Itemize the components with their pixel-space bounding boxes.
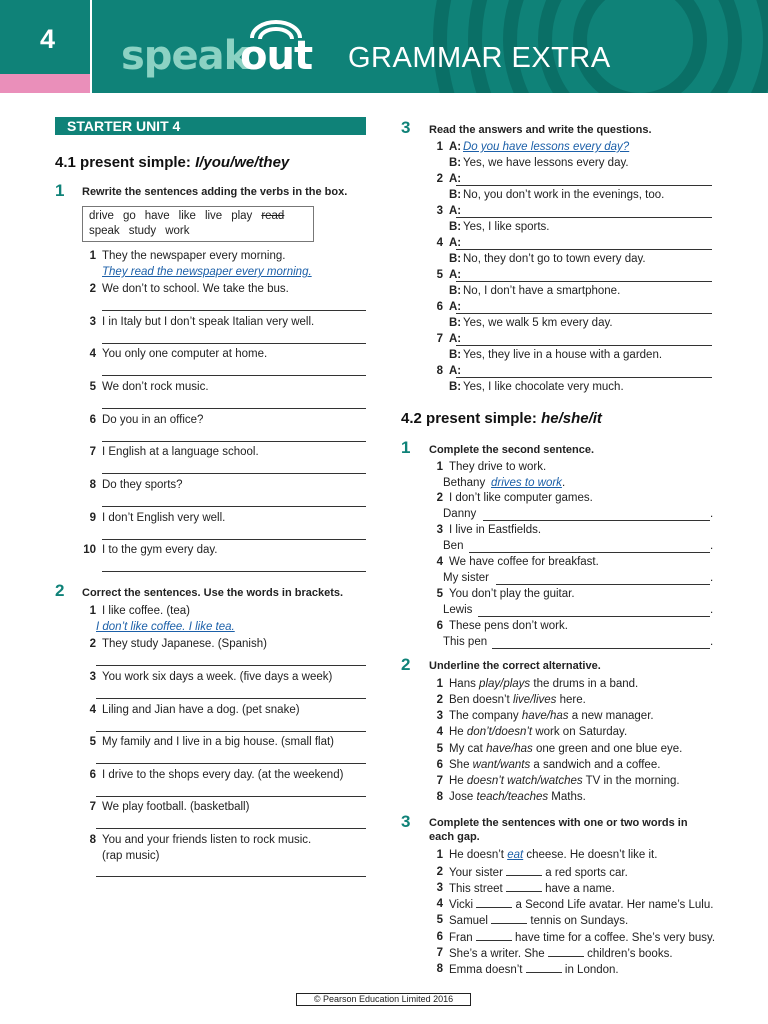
item-text: They drive to work. <box>449 461 547 473</box>
exercise-instruction: Underline the correct alternative. <box>429 660 601 672</box>
example-answer: drives to work <box>491 477 562 489</box>
item-number: 6 <box>436 931 443 943</box>
exercise-item <box>429 758 729 773</box>
item-sentence: She want/wants a sandwich and a coffee. <box>449 759 661 771</box>
exercise-item <box>82 445 367 460</box>
exercise-instruction: Correct the sentences. Use the words in brackets. <box>82 587 344 599</box>
exercise-item <box>82 637 367 652</box>
qa-item-b <box>449 348 719 363</box>
item-number: 7 <box>89 801 96 813</box>
qa-item-b <box>449 188 719 203</box>
sentence-start: Ben <box>443 540 464 552</box>
alternative-choice[interactable]: live/lives <box>512 694 557 706</box>
answer-text: Yes, they live in a house with a garden. <box>463 349 663 361</box>
item-text: I drive to the shops every day. (at the weekend) <box>102 769 344 781</box>
exercise-item <box>82 543 367 558</box>
alternative-choice[interactable]: want/wants <box>472 759 531 771</box>
exercise-item <box>82 315 367 330</box>
sentence-start: This pen <box>443 636 488 648</box>
alternative-choice[interactable]: have/has <box>521 710 569 722</box>
unit-tab-accent <box>0 74 92 93</box>
answer-line[interactable] <box>96 763 366 764</box>
item-text: I don’t like computer games. <box>449 492 593 504</box>
exercise-instruction: Complete the sentences with one or two words in each gap. <box>429 817 688 843</box>
item-text: My family and I live in a big house. (small flat) <box>102 736 335 748</box>
exercise-item <box>429 897 729 912</box>
item-sentence: Fran have time for a coffee. She’s very busy. <box>449 932 716 944</box>
alternative-choice[interactable]: doesn’t watch/watches <box>466 775 583 787</box>
section-title-4-1: 4.1 present simple: I/you/we/they <box>55 154 290 171</box>
example-answer: I don’t like coffee. I like tea. <box>96 621 235 633</box>
item-number: 2 <box>89 638 96 650</box>
logo-out: out <box>240 33 313 79</box>
exercise-item <box>429 523 719 538</box>
a-label: A: <box>449 333 462 345</box>
item-number: 4 <box>436 556 443 568</box>
exercise-number: 1 <box>55 181 65 200</box>
answer-line[interactable] <box>102 408 366 409</box>
exercise-item <box>82 800 367 815</box>
item-number: 7 <box>436 775 443 787</box>
answer-line[interactable] <box>492 648 710 649</box>
exercise-item <box>429 848 729 863</box>
exercise-item <box>429 460 719 475</box>
exercise-item <box>82 282 367 297</box>
exercise-item <box>429 725 729 740</box>
series-title: GRAMMAR EXTRA <box>348 42 611 74</box>
exercise-item <box>429 587 719 602</box>
item-text: We don’t to school. We take the bus. <box>102 283 289 295</box>
item-sentence: Vicki a Second Life avatar. Her name’s Lulu. <box>449 899 714 911</box>
exercise-item <box>82 413 367 428</box>
gap-line[interactable] <box>506 881 542 892</box>
answer-line[interactable] <box>456 249 712 250</box>
exercise-number: 3 <box>401 118 411 137</box>
exercise-item <box>82 703 367 718</box>
exercise-number: 2 <box>55 581 65 600</box>
b-label: B: <box>449 189 462 201</box>
item-sentence: Emma doesn’t in London. <box>449 964 619 976</box>
answer-text: Yes, I like chocolate very much. <box>463 381 624 393</box>
answer-text: Yes, we have lessons every day. <box>463 157 629 169</box>
item-sentence: Samuel tennis on Sundays. <box>449 915 629 927</box>
answer-line[interactable] <box>483 520 710 521</box>
exercise-item <box>429 693 729 708</box>
a-label: A: <box>449 173 462 185</box>
item-number: 2 <box>436 694 443 706</box>
item-text: We have coffee for breakfast. <box>449 556 599 568</box>
item-number: 1 <box>89 250 96 262</box>
exercise-item <box>429 913 729 928</box>
answer-line[interactable] <box>456 313 712 314</box>
exercise-item <box>82 735 367 750</box>
exercise-item <box>429 709 729 724</box>
item-number: 6 <box>436 620 443 632</box>
item-number: 1 <box>436 141 443 153</box>
item-number: 3 <box>436 882 443 894</box>
item-text-continued: (rap music) <box>102 850 160 862</box>
item-text: They the newspaper every morning. <box>102 250 286 262</box>
a-label: A: <box>449 365 462 377</box>
answer-line[interactable] <box>96 698 366 699</box>
speakout-logo <box>121 28 336 80</box>
exercise-item <box>429 677 729 692</box>
sentence-end: . <box>710 604 714 616</box>
item-text: I to the gym every day. <box>102 544 218 556</box>
answer-line[interactable] <box>102 539 366 540</box>
item-number: 4 <box>436 726 443 738</box>
b-label: B: <box>449 381 462 393</box>
exercise-instruction: Complete the second sentence. <box>429 444 595 456</box>
answer-text: No, I don’t have a smartphone. <box>463 285 621 297</box>
example-answer: Do you have lessons every day? <box>463 141 630 153</box>
item-number: 3 <box>436 524 443 536</box>
answer-line[interactable] <box>96 731 366 732</box>
b-label: B: <box>449 285 462 297</box>
exercise-instruction: Rewrite the sentences adding the verbs in the box. <box>82 186 348 198</box>
exercise-item <box>82 511 367 526</box>
gap-line[interactable] <box>526 962 562 973</box>
example-answer: eat <box>507 849 524 861</box>
item-number: 8 <box>436 365 443 377</box>
a-label: A: <box>449 141 462 153</box>
exercise-item <box>82 249 367 264</box>
exercise-item <box>429 742 729 757</box>
item-number: 7 <box>436 333 443 345</box>
gap-line[interactable] <box>476 930 512 941</box>
unit-tab <box>0 0 92 93</box>
item-number: 8 <box>436 791 443 803</box>
answer-line[interactable] <box>456 185 712 186</box>
item-text: Do they sports? <box>102 479 183 491</box>
item-number: 6 <box>89 769 96 781</box>
unit-bar: STARTER UNIT 4 <box>55 117 366 135</box>
item-number: 6 <box>89 414 96 426</box>
answer-line[interactable] <box>102 441 366 442</box>
item-number: 3 <box>89 316 96 328</box>
exercise-item <box>429 555 719 570</box>
item-sentence: My cat have/has one green and one blue eye. <box>449 743 683 755</box>
item-number: 9 <box>89 512 96 524</box>
a-label: A: <box>449 269 462 281</box>
item-text: I live in Eastfields. <box>449 524 542 536</box>
item-number: 1 <box>89 605 96 617</box>
question-line <box>449 140 719 155</box>
exercise-number: 3 <box>401 812 411 831</box>
a-label: A: <box>449 205 462 217</box>
gap-line[interactable] <box>476 897 512 908</box>
item-text: These pens don’t work. <box>449 620 568 632</box>
item-sentence: He don’t/doesn’t work on Saturday. <box>449 726 628 738</box>
exercise-item <box>429 619 719 634</box>
item-number: 5 <box>89 736 96 748</box>
exercise-item <box>82 380 367 395</box>
item-text: I in Italy but I don’t speak Italian very well. <box>102 316 315 328</box>
answer-text: No, you don’t work in the evenings, too. <box>463 189 665 201</box>
item-number: 6 <box>436 301 443 313</box>
b-label: B: <box>449 317 462 329</box>
sentence-end: . <box>562 477 566 489</box>
item-number: 3 <box>436 205 443 217</box>
answer-line[interactable] <box>469 552 710 553</box>
item-number: 3 <box>89 671 96 683</box>
answer-line[interactable] <box>96 828 366 829</box>
item-sentence: She’s a writer. She children’s books. <box>449 948 673 960</box>
item-number: 1 <box>436 461 443 473</box>
item-text: I like coffee. (tea) <box>102 605 190 617</box>
answer-line[interactable] <box>102 375 366 376</box>
item-number: 2 <box>436 173 443 185</box>
answer-line[interactable] <box>456 345 712 346</box>
sentence-start: Bethany <box>443 477 486 489</box>
item-text: Liling and Jian have a dog. (pet snake) <box>102 704 300 716</box>
exercise-item <box>82 347 367 362</box>
alternative-choice[interactable]: play/plays <box>479 678 531 690</box>
alternative-choice[interactable]: teach/teaches <box>476 791 549 803</box>
item-sentence: Hans play/plays the drums in a band. <box>449 678 639 690</box>
answer-line[interactable] <box>96 665 366 666</box>
copyright-footer: © Pearson Education Limited 2016 <box>296 993 471 1006</box>
exercise-number: 1 <box>401 438 411 457</box>
page-header <box>0 0 768 93</box>
item-number: 5 <box>436 588 443 600</box>
exercise-item <box>82 833 367 848</box>
answer-line[interactable] <box>456 281 712 282</box>
item-number: 2 <box>436 492 443 504</box>
item-number: 5 <box>436 914 443 926</box>
sentence-end: . <box>710 636 714 648</box>
exercise-item <box>429 962 729 977</box>
sentence-start: My sister <box>443 572 489 584</box>
exercise-item <box>429 774 729 789</box>
qa-item-b <box>449 380 719 395</box>
exercise-item <box>82 604 367 619</box>
qa-item-a <box>429 140 719 155</box>
item-text: Do you in an office? <box>102 414 204 426</box>
item-text: You work six days a week. (five days a week) <box>102 671 333 683</box>
exercise-instruction: Read the answers and write the questions. <box>429 124 652 136</box>
gap-line[interactable] <box>491 913 527 924</box>
item-number: 2 <box>89 283 96 295</box>
struck-word: read <box>261 210 285 222</box>
exercise-item <box>82 670 367 685</box>
item-number: 5 <box>436 743 443 755</box>
answer-text: Yes, we walk 5 km every day. <box>463 317 613 329</box>
answer-line[interactable] <box>96 796 366 797</box>
alternative-choice[interactable]: have/has <box>486 743 533 755</box>
exercise-item <box>82 478 367 493</box>
item-text: I English at a language school. <box>102 446 259 458</box>
item-sentence: Your sister a red sports car. <box>449 867 628 879</box>
answer-text: No, they don’t go to town every day. <box>463 253 646 265</box>
sentence-end: . <box>710 572 714 584</box>
sentence-start: Danny <box>443 508 477 520</box>
item-number: 5 <box>89 381 96 393</box>
qa-item-b <box>449 220 719 235</box>
exercise-number: 2 <box>401 655 411 674</box>
qa-item-b <box>449 252 719 267</box>
answer-line[interactable] <box>496 584 710 585</box>
item-text: You and your friends listen to rock music. <box>102 834 312 846</box>
a-label: A: <box>449 237 462 249</box>
answer-line[interactable] <box>96 876 366 877</box>
item-number: 1 <box>436 678 443 690</box>
item-number: 4 <box>89 704 96 716</box>
section-title-4-2: 4.2 present simple: he/she/it <box>401 410 602 427</box>
exercise-item <box>429 881 729 896</box>
answer-line[interactable] <box>102 310 366 311</box>
item-number: 7 <box>89 446 96 458</box>
item-number: 8 <box>436 963 443 975</box>
item-text: You only one computer at home. <box>102 348 268 360</box>
item-number: 8 <box>89 479 96 491</box>
exercise-item <box>429 790 729 805</box>
exercise-item <box>429 865 729 880</box>
answer-line[interactable] <box>102 343 366 344</box>
answer-line[interactable] <box>102 506 366 507</box>
answer-line[interactable] <box>478 616 710 617</box>
item-number: 7 <box>436 947 443 959</box>
exercise-item <box>429 491 719 506</box>
b-label: B: <box>449 157 462 169</box>
b-label: B: <box>449 349 462 361</box>
sentence-end: . <box>710 508 714 520</box>
item-number: 6 <box>436 759 443 771</box>
item-number: 10 <box>83 544 96 556</box>
item-sentence: He doesn’t watch/watches TV in the morning. <box>449 775 680 787</box>
gap-line[interactable] <box>506 865 542 876</box>
exercise-item <box>82 768 367 783</box>
item-number: 2 <box>436 866 443 878</box>
gap-line[interactable] <box>548 946 584 957</box>
qa-item-b <box>449 284 719 299</box>
exercise-item <box>429 930 729 945</box>
item-text: We play football. (basketball) <box>102 801 250 813</box>
item-text: You don’t play the guitar. <box>449 588 575 600</box>
item-sentence: Jose teach/teaches Maths. <box>449 791 586 803</box>
answer-line[interactable] <box>102 473 366 474</box>
exercise-item <box>429 946 729 961</box>
item-number: 3 <box>436 710 443 722</box>
unit-number: 4 <box>0 0 92 74</box>
sentence-start: Lewis <box>443 604 473 616</box>
b-label: B: <box>449 221 462 233</box>
alternative-choice[interactable]: don’t/doesn’t <box>466 726 533 738</box>
item-sentence: This street have a name. <box>449 883 615 895</box>
item-number: 4 <box>436 898 443 910</box>
answer-line[interactable] <box>456 377 712 378</box>
item-sentence: He doesn’t eat cheese. He doesn’t like it. <box>449 849 658 861</box>
a-label: A: <box>449 301 462 313</box>
sentence-end: . <box>710 540 714 552</box>
b-label: B: <box>449 253 462 265</box>
item-sentence: The company have/has a new manager. <box>449 710 654 722</box>
item-number: 4 <box>436 237 443 249</box>
answer-line[interactable] <box>456 217 712 218</box>
answer-line[interactable] <box>102 571 366 572</box>
logo-speak: speak <box>121 33 250 79</box>
example-answer: They read the newspaper every morning. <box>102 266 312 278</box>
answer-text: Yes, I like sports. <box>463 221 550 233</box>
qa-item-b <box>449 316 719 331</box>
item-number: 8 <box>89 834 96 846</box>
qa-item-b <box>449 156 719 171</box>
item-number: 4 <box>89 348 96 360</box>
word-box: drive go have like live play read speak study work <box>82 206 314 242</box>
item-text: They study Japanese. (Spanish) <box>102 638 267 650</box>
item-number: 1 <box>436 849 443 861</box>
item-number: 5 <box>436 269 443 281</box>
item-text: We don’t rock music. <box>102 381 209 393</box>
item-sentence: Ben doesn’t live/lives here. <box>449 694 586 706</box>
item-text: I don’t English very well. <box>102 512 226 524</box>
